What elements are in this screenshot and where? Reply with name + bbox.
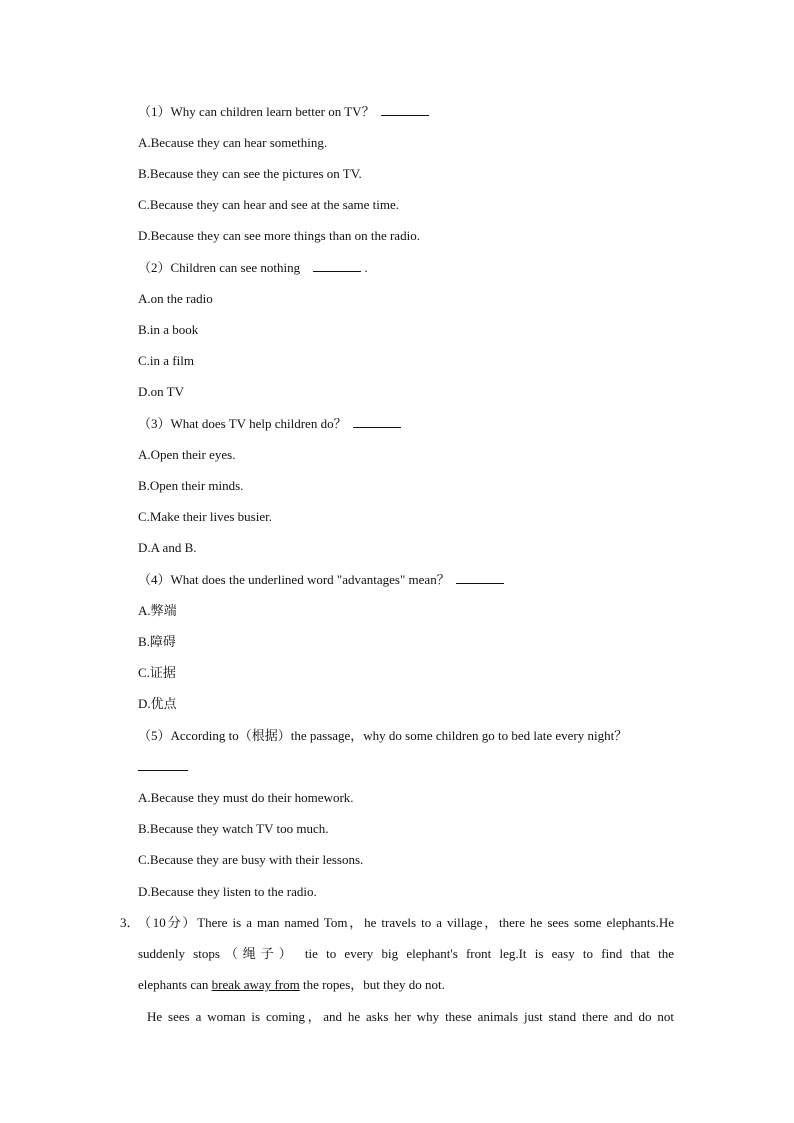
answer-blank[interactable] xyxy=(138,759,188,771)
question-3-option-c: C.Make their lives busier. xyxy=(138,509,272,524)
question-5-option-b: B.Because they watch TV too much. xyxy=(138,821,329,836)
question-4-option-b: B.障碍 xyxy=(138,634,176,649)
question-2-option-a: A.on the radio xyxy=(138,291,213,306)
question-5-stem: （5）According to（根据）the passage，why do some children go to bed late every night？ xyxy=(138,728,628,743)
question-1-option-c: C.Because they can hear and see at the same time. xyxy=(138,197,399,212)
underlined-phrase: break away from xyxy=(211,977,300,992)
question-3-option-d: D.A and B. xyxy=(138,540,197,555)
answer-blank[interactable] xyxy=(313,260,361,272)
passage-line-2: suddenly stops（绳子） tie to every big elephant's front leg.It is easy to find that the xyxy=(138,946,674,961)
question-4-option-d: D.优点 xyxy=(138,696,177,711)
answer-blank[interactable] xyxy=(353,416,401,428)
question-2-stem: （2）Children can see nothing . xyxy=(138,260,368,275)
section-3-number: 3． xyxy=(120,915,140,930)
question-4-stem: （4）What does the underlined word "advantages" mean？ xyxy=(138,572,504,588)
question-5-option-a: A.Because they must do their homework. xyxy=(138,790,354,805)
answer-blank[interactable] xyxy=(456,572,504,584)
passage-line-3: elephants can break away from the ropes，but they do not. xyxy=(138,977,445,992)
question-2-option-d: D.on TV xyxy=(138,384,184,399)
question-1-option-a: A.Because they can hear something. xyxy=(138,135,328,150)
question-4-option-c: C.证据 xyxy=(138,665,176,680)
question-2-option-b: B.in a book xyxy=(138,322,199,337)
question-1-stem: （1）Why can children learn better on TV？ xyxy=(138,104,429,120)
question-3-option-b: B.Open their minds. xyxy=(138,478,244,493)
question-4-option-a: A.弊端 xyxy=(138,603,177,618)
passage-line-1: （10分）There is a man named Tom，he travels to a village，there he sees some elephants.He xyxy=(138,915,674,930)
passage-line-4: He sees a woman is coming，and he asks her why these animals just stand there and do not xyxy=(147,1009,674,1024)
question-3-stem: （3）What does TV help children do？ xyxy=(138,416,401,432)
question-5-option-c: C.Because they are busy with their lessons. xyxy=(138,852,364,867)
question-5-blank-line xyxy=(138,759,188,775)
answer-blank[interactable] xyxy=(381,104,429,116)
question-1-option-d: D.Because they can see more things than on the radio. xyxy=(138,228,420,243)
question-3-option-a: A.Open their eyes. xyxy=(138,447,236,462)
question-2-option-c: C.in a film xyxy=(138,353,194,368)
question-5-option-d: D.Because they listen to the radio. xyxy=(138,884,317,899)
question-1-option-b: B.Because they can see the pictures on TV. xyxy=(138,166,362,181)
